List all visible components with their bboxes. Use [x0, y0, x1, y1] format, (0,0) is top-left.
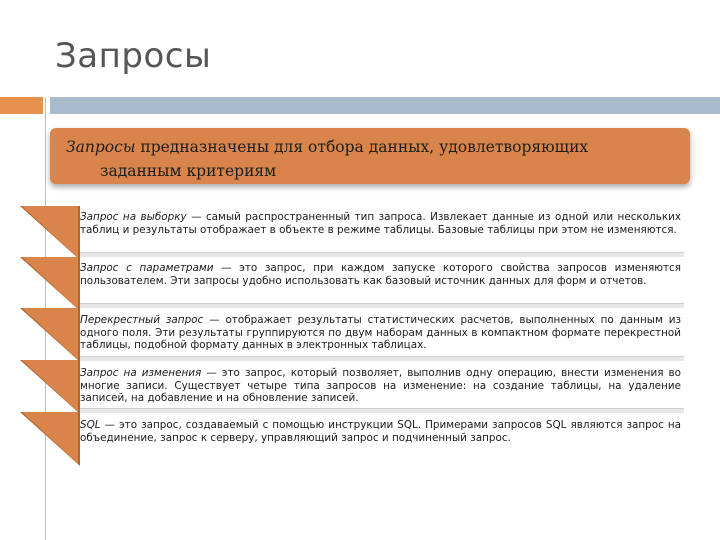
item-term: SQL — [80, 419, 101, 431]
item-term: Перекрестный запрос — [80, 314, 204, 326]
banner-text-line1: предназначены для отбора данных, удовлетворяющих — [135, 138, 589, 156]
item-term: Запрос с параметрами — [80, 262, 214, 274]
item-text: — это запрос, создаваемый с помощью инструкции SQL. Примерами запросов SQL являются запрос на объединение, запрос к серверу, управляющий запрос и подчиненный запрос. — [80, 419, 681, 444]
list-item — [80, 419, 681, 444]
item-term: Запрос на изменения — [80, 367, 202, 379]
item-separator — [80, 252, 684, 257]
item-separator — [80, 408, 684, 413]
header-bar-orange — [0, 97, 43, 114]
item-separator — [80, 356, 684, 361]
definition-banner — [50, 128, 690, 184]
banner-term: Запросы — [66, 138, 136, 156]
item-separator — [80, 303, 684, 308]
list-item — [80, 314, 681, 352]
slide-title: Запросы — [55, 36, 212, 76]
banner-text-line2: заданным критериям — [100, 162, 277, 180]
item-text: — самый распространенный тип запроса. Извлекает данные из одной или нескольких таблиц и результаты отображает в объекте в режиме таблицы. Базовые таблицы при этом не изменяются. — [80, 211, 681, 236]
item-term: Запрос на выборку — [80, 211, 187, 223]
item-text: — это запрос, при каждом запуске которого свойства запросов изменяются пользователем. Эти запросы удобно использовать как базовый источник данных для форм и отчетов. — [80, 262, 681, 287]
list-item — [80, 211, 681, 236]
list-item — [80, 367, 681, 405]
header-bar-blue — [50, 97, 720, 114]
item-text: — отображает результаты статистических расчетов, выполненных по данным из одного поля. Эти результаты группируются по двум наборам данных в компактном формате перекрестной таблицы, подобной формату данных в электронных таблицах. — [80, 314, 681, 352]
item-text: — это запрос, который позволяет, выполнив одну операцию, внести изменения во многие записи. Существует четыре типа запросов на изменение: на создание таблицы, на удаление записей, на добавление и на обновление записей. — [80, 367, 682, 405]
list-item — [80, 262, 681, 287]
